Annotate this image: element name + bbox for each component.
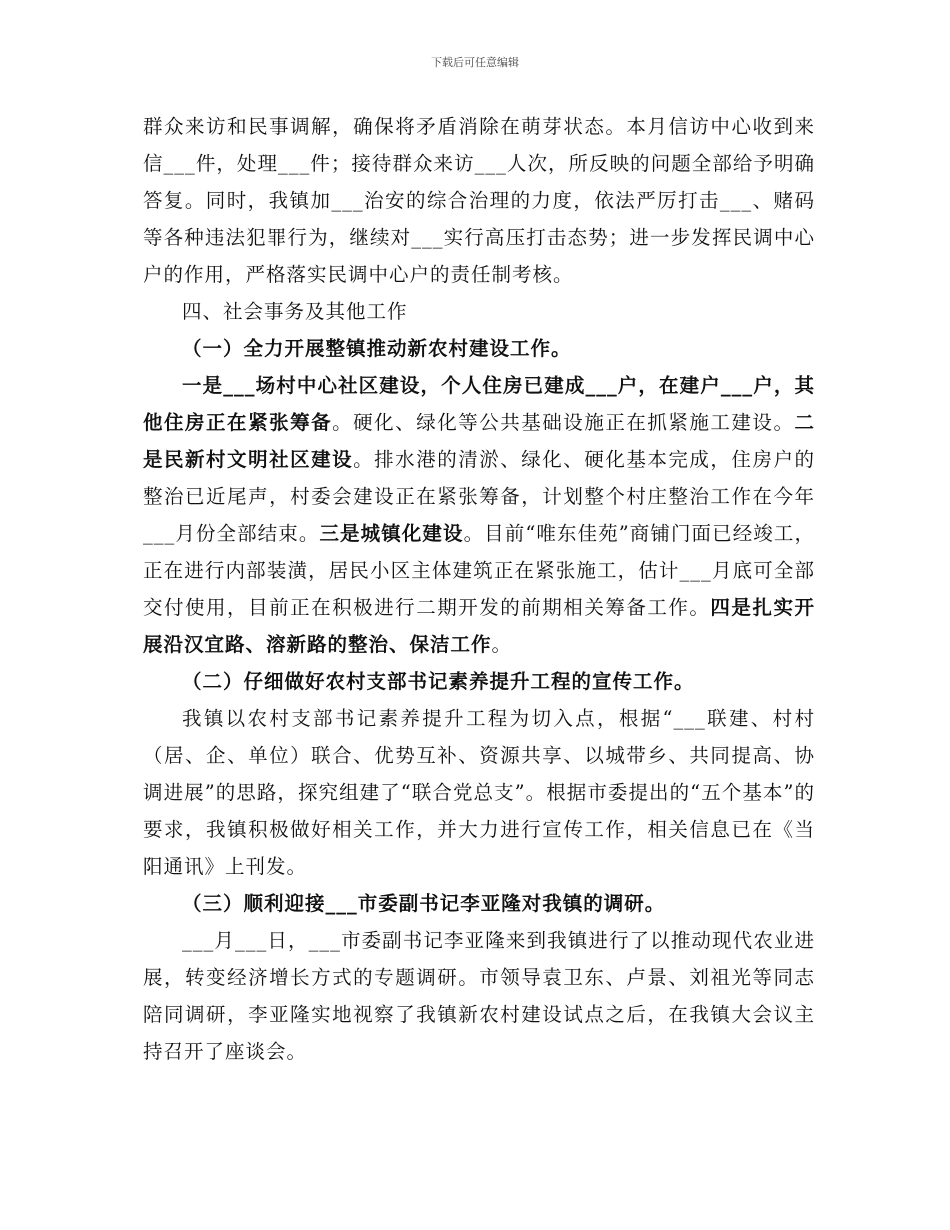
paragraph: ___月___日，___市委副书记李亚隆来到我镇进行了以推动现代农业进展，转变经济增长方式的专题调研。市领导袁卫东、卢景、刘祖光等同志陪同调研，李亚隆实地视察了我镇新农村建设试点之后，在我镇大会议主持召开了座谈会。 [143, 929, 815, 1063]
page-header: 下载后可任意编辑 [431, 56, 519, 69]
section-heading: 四、社会事务及其他工作 [182, 300, 408, 323]
bold-phrase: 二是民新村文明社区建设 [143, 411, 815, 471]
bold-phrase: 一是___场村中心社区建设，个人住房已建成___户，在建户___户，其他住房正在紧张筹备 [143, 374, 815, 434]
paragraph: 群众来访和民事调解，确保将矛盾消除在萌芽状态。本月信访中心收到来信___件，处理___件；接待群众来访___人次，所反映的问题全部给予明确答复。同时，我镇加___治安的综合治理的力度，依法严厉打击___、赌码等各种违法犯罪行为，继续对___实行高压打击态势；进一步发挥民调中心户的作用，严格落实民调中心户的责任制考核。 [143, 115, 815, 286]
bold-phrase: 三是城镇化建设 [319, 522, 464, 545]
text-run: 。硬化、绿化等公共基础设施正在抓紧施工建设。 [332, 411, 795, 434]
document-body [143, 108, 815, 1070]
bold-phrase: 四是扎实开展沿汉宜路、溶新路的整治、保洁工作 [143, 596, 815, 656]
subsection-heading: （三）顺利迎接___市委副书记李亚隆对我镇的调研。 [182, 892, 666, 915]
paragraph [143, 367, 815, 663]
subsection-heading: （一）全力开展整镇推动新农村建设工作。 [182, 337, 572, 360]
subsection-heading: （二）仔细做好农村支部书记素养提升工程的宣传工作。 [182, 670, 695, 693]
text-run: 。 [491, 633, 513, 656]
text-run: 。目前“唯东佳苑”商铺门面已经竣工，正在进行内部装潢，居民小区主体建筑正在紧张施工，估计___月底可全部交付使用，目前正在积极进行二期开发的前期相关筹备工作。 [143, 522, 815, 619]
text-run: 。排水港的清淤、绿化、硬化基本完成，住房户的整治已近尾声，村委会建设正在紧张筹备，计划整个村庄整治工作在今年___月份全部结束。 [143, 448, 815, 545]
paragraph: 我镇以农村支部书记素养提升工程为切入点，根据“___联建、村村（居、企、单位）联合、优势互补、资源共享、以城带乡、共同提高、协调进展”的思路，探究组建了“联合党总支”。根据市委提出的“五个基本”的要求，我镇积极做好相关工作，并大力进行宣传工作，相关信息已在《当阳通讯》上刊发。 [143, 707, 815, 878]
